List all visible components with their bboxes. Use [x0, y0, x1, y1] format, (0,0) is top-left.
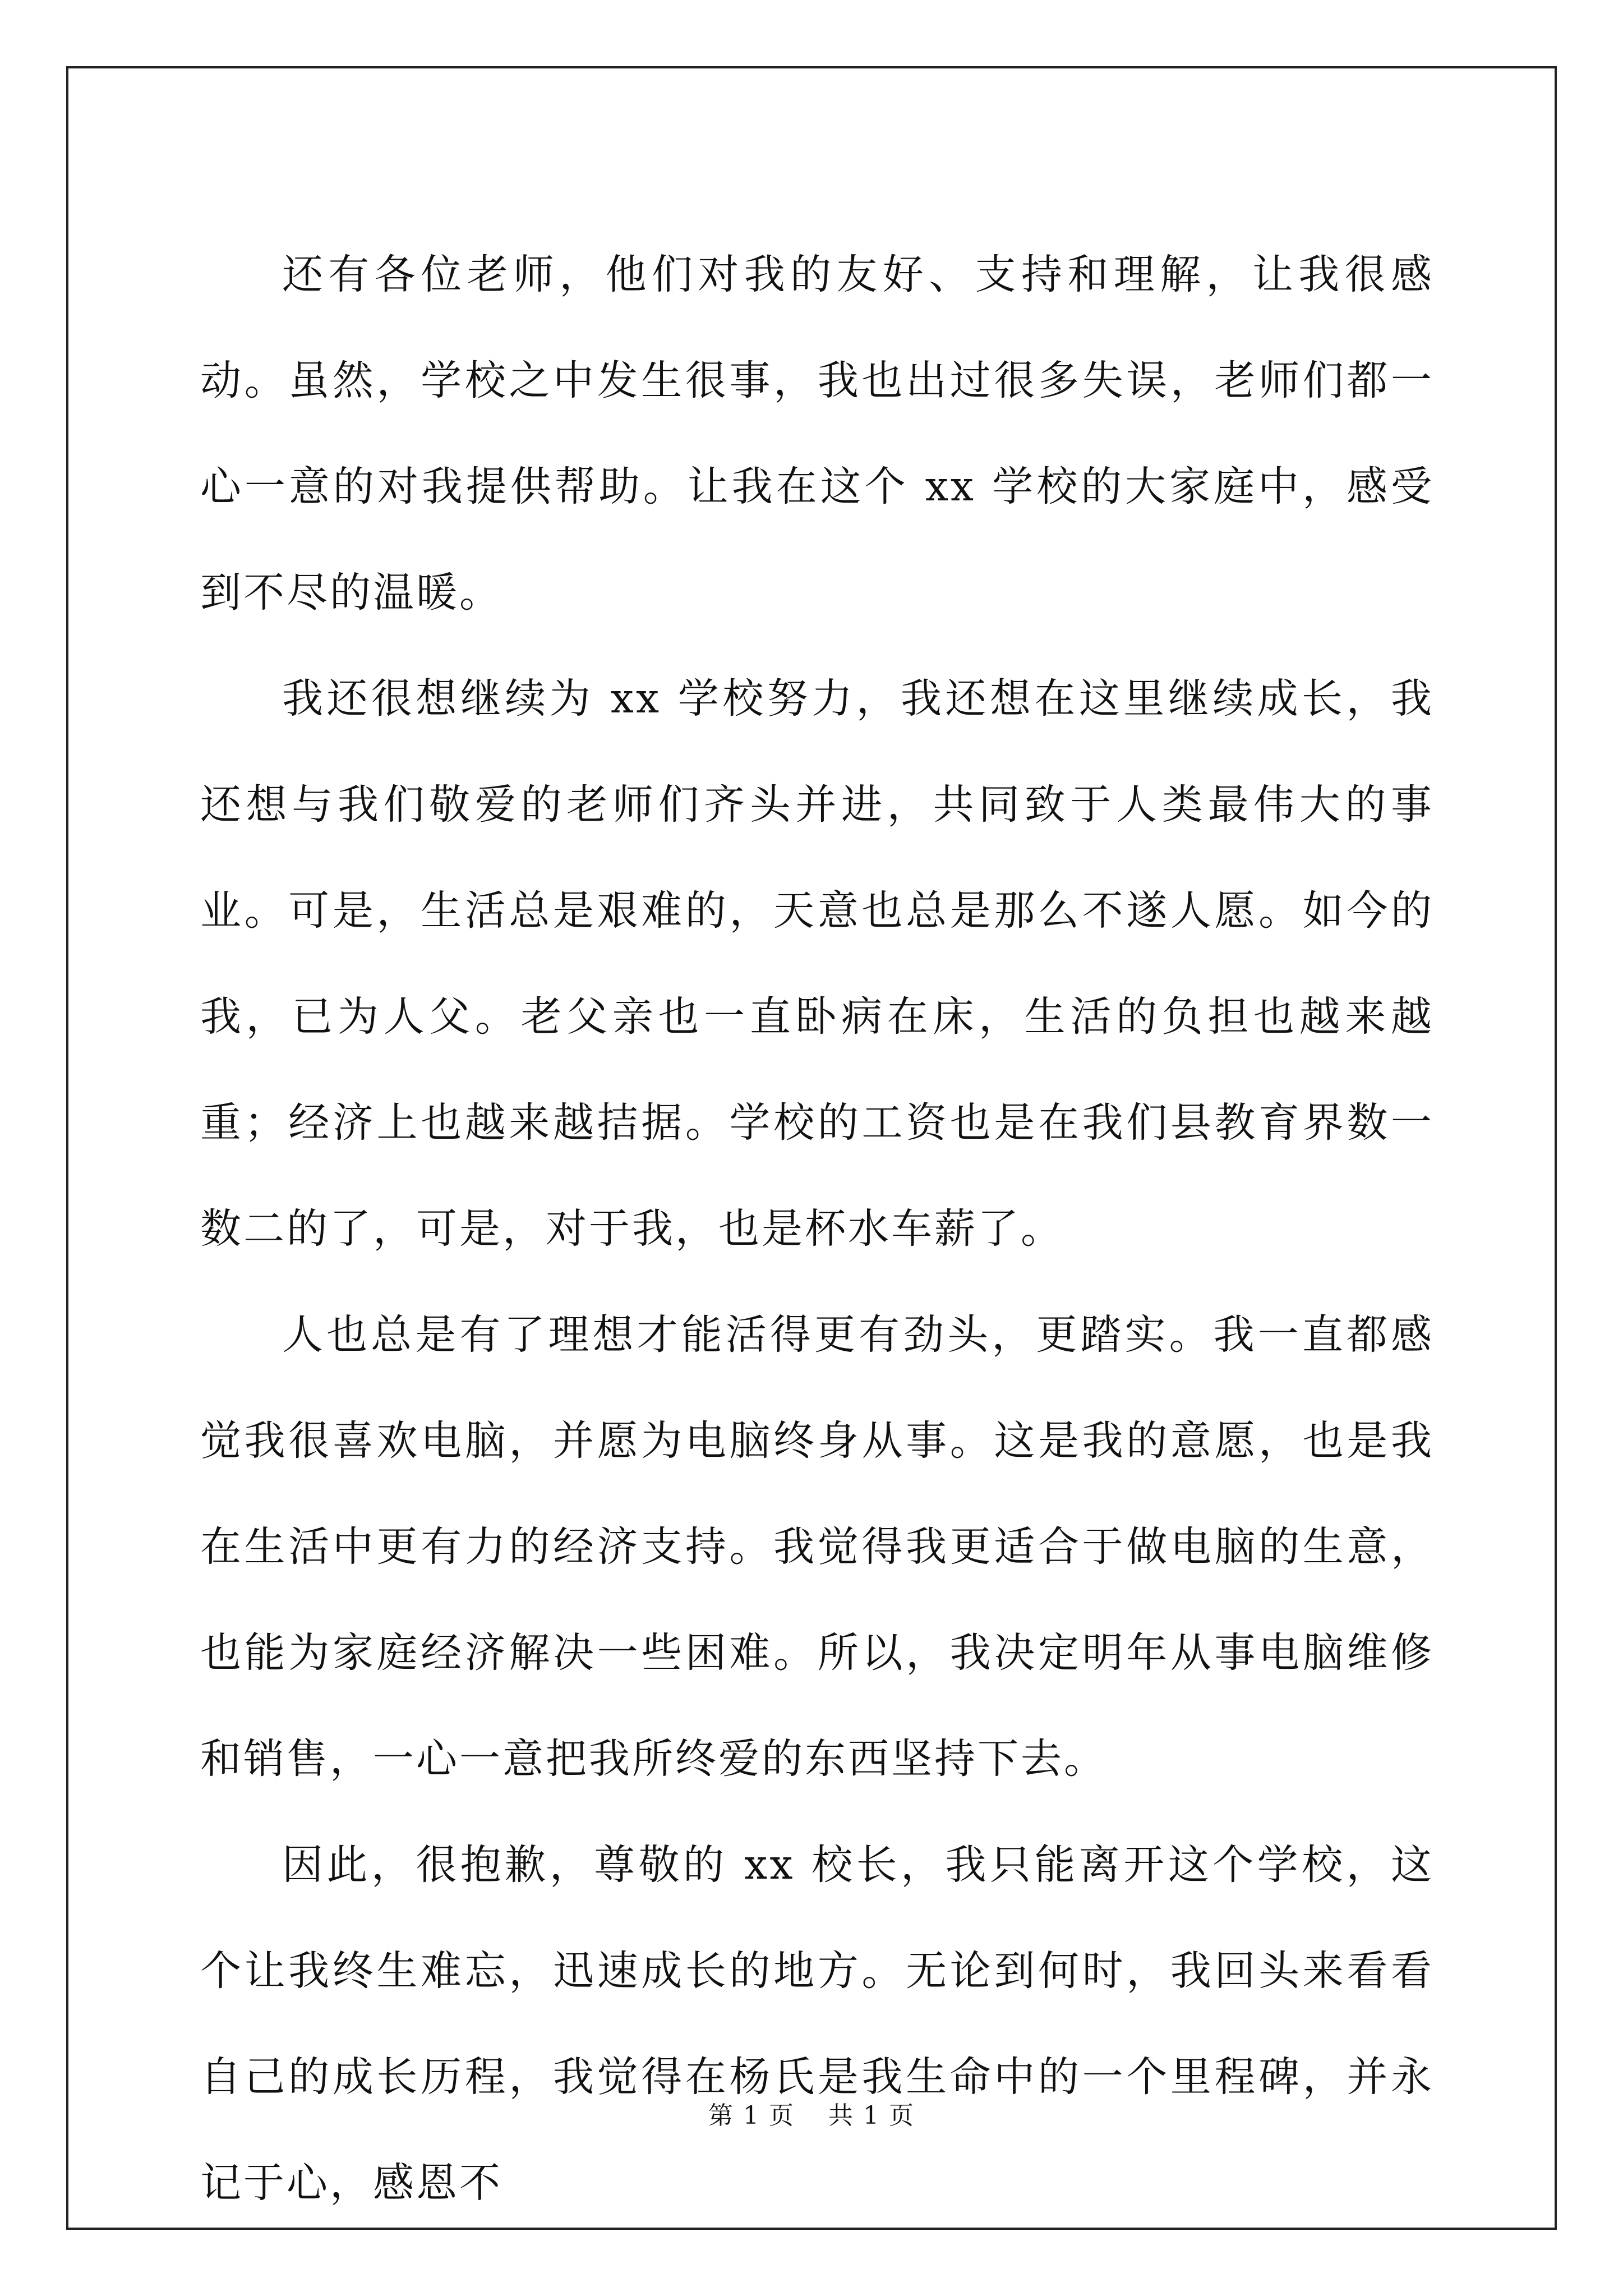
document-body	[200, 222, 1434, 2236]
page-number: 第 1 页	[708, 2101, 795, 2130]
paragraph-2: 我还很想继续为 xx 学校努力，我还想在这里继续成长，我还想与我们敬爱的老师们齐头并进，共同致于人类最伟大的事业。可是，生活总是艰难的，天意也总是那么不遂人愿。如今的我，已为人父。老父亲也一直卧病在床，生活的负担也越来越重；经济上也越来越拮据。学校的工资也是在我们县教育界数一数二的了，可是，对于我，也是杯水车薪了。	[200, 675, 1434, 1253]
page-footer	[0, 2099, 1623, 2133]
paragraph-4: 因此，很抱歉，尊敬的 xx 校长，我只能离开这个学校，这个让我终生难忘，迅速成长的地方。无论到何时，我回头来看看自己的成长历程，我觉得在杨氏是我生命中的一个里程碑，并永记于心，感恩不	[200, 1841, 1434, 2207]
paragraph-1: 还有各位老师，他们对我的友好、支持和理解，让我很感动。虽然，学校之中发生很事，我也出过很多失误，老师们都一心一意的对我提供帮助。让我在这个 xx 学校的大家庭中，感受到不尽的温暖。	[200, 251, 1434, 616]
page-total: 共 1 页	[828, 2101, 915, 2130]
paragraph-3: 人也总是有了理想才能活得更有劲头，更踏实。我一直都感觉我很喜欢电脑，并愿为电脑终身从事。这是我的意愿，也是我在生活中更有力的经济支持。我觉得我更适合于做电脑的生意，也能为家庭经济解决一些困难。所以，我决定明年从事电脑维修和销售，一心一意把我所终爱的东西坚持下去。	[200, 1311, 1434, 1783]
